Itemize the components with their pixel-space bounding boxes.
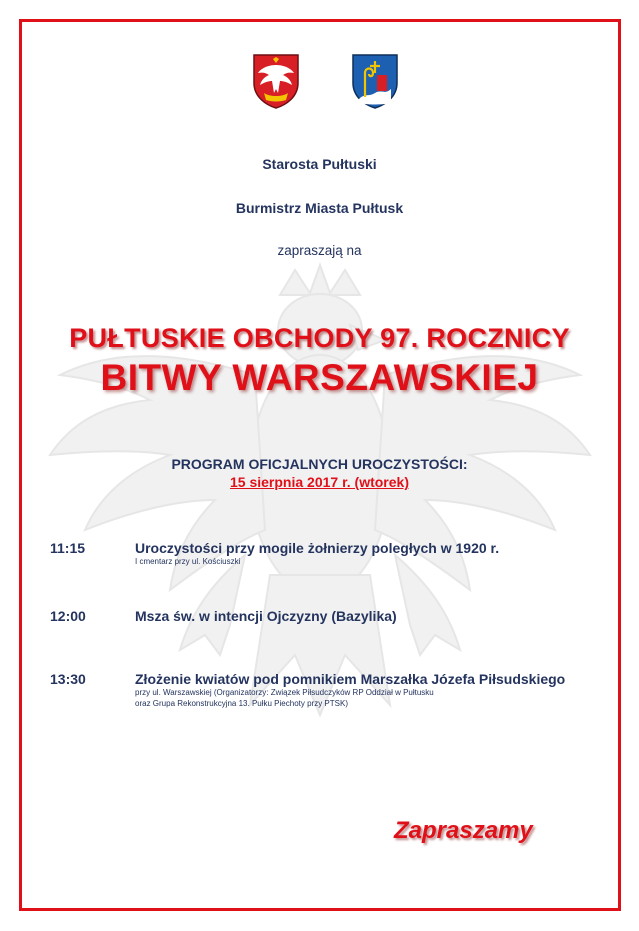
invite-text: zapraszają na: [277, 243, 362, 258]
event-detail: przy ul. Warszawskiej (Organizatorzy: Związek Piłsudczyków RP Oddział w Pułtusku: [135, 688, 434, 697]
event-title: Msza św. w intencji Ojczyzny (Bazylika): [135, 608, 397, 624]
inviter-burmistrz: Burmistrz Miasta Pułtusk: [235, 200, 404, 216]
white-eagle-crest-icon: [252, 53, 300, 109]
title-line-1: PUŁTUSKIE OBCHODY 97. ROCZNICY: [69, 323, 570, 353]
event-time: 12:00: [50, 608, 86, 624]
closing-invitation: Zapraszamy: [394, 817, 533, 844]
event-detail: oraz Grupa Rekonstrukcyjna 13. Pułku Piechoty przy PTSK): [135, 699, 348, 708]
inviter-starosta: Starosta Pułtuski: [262, 156, 377, 172]
program-heading: PROGRAM OFICJALNYCH UROCZYSTOŚCI:: [171, 456, 468, 472]
event-title: Uroczystości przy mogile żołnierzy poległych w 1920 r.: [135, 540, 500, 556]
event-detail: I cmentarz przy ul. Kościuszki: [135, 557, 241, 566]
event-time: 11:15: [50, 540, 86, 556]
title-line-2: BITWY WARSZAWSKIEJ: [100, 357, 539, 398]
crozier-crest-icon: [351, 53, 399, 109]
event-time: 13:30: [50, 671, 86, 687]
event-title: Złożenie kwiatów pod pomnikiem Marszałka Józefa Piłsudskiego: [135, 671, 566, 687]
event-date: 15 sierpnia 2017 r. (wtorek): [230, 474, 409, 490]
